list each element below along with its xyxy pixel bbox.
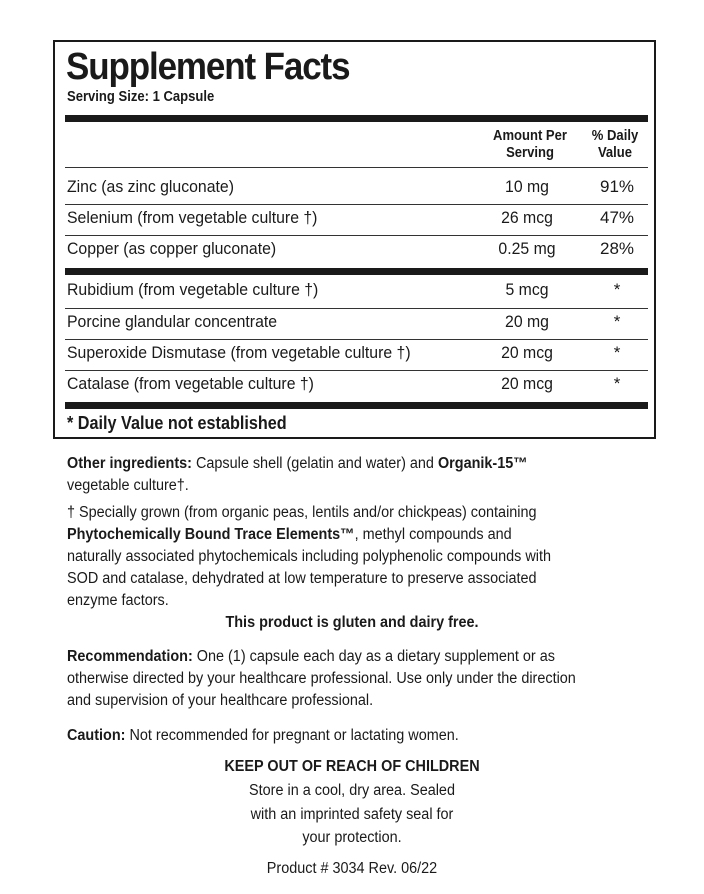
nutrient-name: Superoxide Dismutase (from vegetable culture †) [67, 343, 411, 362]
nutrient-name: Copper (as copper gluconate) [67, 239, 277, 258]
other-ingredients [67, 453, 625, 497]
nutrient-amount: 20 mcg [501, 343, 553, 362]
thick-rule [65, 402, 648, 409]
caution-label: Caution: [67, 727, 126, 744]
nutrient-dv: 47% [599, 208, 635, 227]
recommendation-line1 [67, 646, 625, 668]
dagger-line2 [67, 524, 625, 546]
recommendation-label: Recommendation: [67, 648, 193, 665]
dagger-bold-term: Phytochemically Bound Trace Elements™ [67, 526, 355, 543]
dv-footnote: * Daily Value not established [67, 413, 287, 433]
col-header-dv [584, 128, 647, 162]
divider [65, 167, 648, 168]
nutrient-dv: 91% [599, 177, 635, 196]
keep-out-warning: KEEP OUT OF REACH OF CHILDREN [224, 758, 480, 775]
nutrient-dv: * [613, 343, 621, 362]
dagger-line5: enzyme factors. [67, 592, 169, 609]
storage-line1: Store in a cool, dry area. Sealed [249, 782, 455, 799]
recommendation-line3: and supervision of your healthcare professional. [67, 692, 374, 709]
storage-line3: your protection. [302, 829, 402, 846]
serving-size: Serving Size: 1 Capsule [67, 89, 215, 105]
brand-name: Organik-15™ [437, 455, 528, 472]
nutrient-amount: 5 mcg [505, 280, 549, 299]
dagger-line3: naturally associated phytochemicals including polyphenolic compounds with [67, 548, 551, 565]
thick-rule [65, 115, 648, 122]
nutrient-name: Rubidium (from vegetable culture †) [67, 280, 319, 299]
nutrient-name: Porcine glandular concentrate [67, 312, 278, 331]
caution-line [67, 725, 625, 747]
nutrient-name: Catalase (from vegetable culture †) [67, 374, 314, 393]
thick-rule [65, 268, 648, 275]
col-amount-line1: Amount Per [493, 128, 567, 144]
nutrient-amount: 26 mcg [501, 208, 553, 227]
nutrient-name: Zinc (as zinc gluconate) [67, 177, 234, 196]
other-ingredients-line1 [67, 453, 625, 475]
table-row [67, 276, 648, 306]
caution [67, 725, 625, 747]
nutrient-amount: 10 mg [505, 177, 549, 196]
other-ingredients-line2: vegetable culture†. [67, 477, 189, 494]
nutrient-amount: 20 mcg [501, 374, 553, 393]
product-number: Product # 3034 Rev. 06/22 [266, 860, 438, 877]
gluten-free-statement: This product is gluten and dairy free. [225, 614, 479, 631]
nutrient-amount: 20 mg [505, 312, 549, 331]
recommendation-text: One (1) capsule each day as a dietary supplement or as [192, 648, 555, 665]
table-row [67, 235, 648, 265]
col-amount-line2: Serving [506, 145, 554, 161]
col-dv-line1: % Daily [591, 128, 639, 144]
col-header-amount [485, 128, 575, 162]
col-dv-line2: Value [597, 145, 633, 161]
other-ingredients-label: Other ingredients: [67, 455, 192, 472]
nutrient-amount: 0.25 mg [498, 239, 556, 258]
nutrient-dv: * [613, 374, 621, 393]
panel-title: Supplement Facts [66, 46, 350, 88]
dagger-line2-rest: , methyl compounds and [354, 526, 512, 543]
nutrient-dv: 28% [599, 239, 635, 258]
recommendation-line2: otherwise directed by your healthcare professional. Use only under the direction [67, 670, 576, 687]
nutrient-dv: * [613, 280, 621, 299]
dagger-note [67, 502, 625, 612]
supplement-facts-panel [53, 40, 656, 439]
table-row [67, 370, 648, 400]
table-row [67, 339, 648, 369]
dagger-line4: SOD and catalase, dehydrated at low temperature to preserve associated [67, 570, 537, 587]
table-row [67, 308, 648, 338]
storage-line2: with an imprinted safety seal for [250, 806, 454, 823]
table-row [67, 204, 648, 234]
table-row [67, 173, 648, 203]
nutrient-name: Selenium (from vegetable culture †) [67, 208, 318, 227]
nutrient-dv: * [613, 312, 621, 331]
other-ingredients-text: Capsule shell (gelatin and water) and [191, 455, 438, 472]
recommendation [67, 646, 625, 712]
caution-text: Not recommended for pregnant or lactating women. [125, 727, 459, 744]
dagger-line1: † Specially grown (from organic peas, lentils and/or chickpeas) containing [67, 504, 537, 521]
